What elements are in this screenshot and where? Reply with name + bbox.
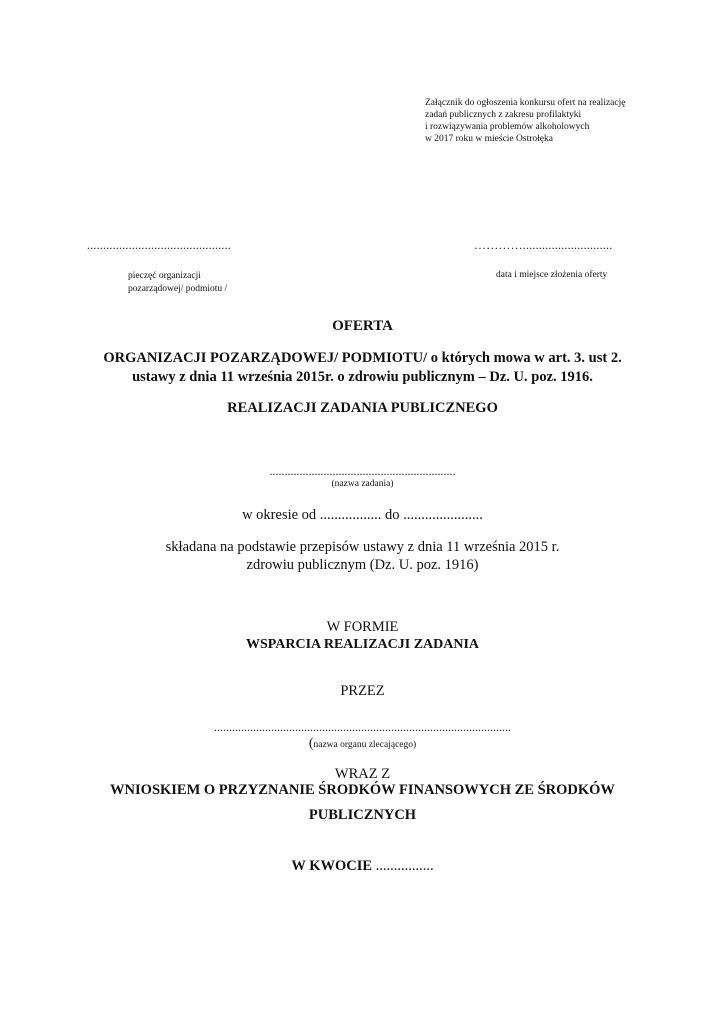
annex-line: i rozwiązywania problemów alkoholowych xyxy=(425,122,590,132)
organization-heading-line: ORGANIZACJI POZARZĄDOWEJ/ PODMIOTU/ o których mowa w art. 3. ust 2. xyxy=(103,350,622,366)
annex-line: w 2017 roku w mieście Ostrołęka xyxy=(425,134,553,144)
stamp-label-line: pozarządowej/ podmiotu / xyxy=(128,284,228,294)
annex-line: zadań publicznych z zakresu profilaktyki xyxy=(425,110,582,120)
organ-name-field: ................................................................................................... xyxy=(214,720,511,734)
task-name-label: (nazwa zadania) xyxy=(331,479,394,489)
form-label: W FORMIE xyxy=(326,619,399,635)
stamp-field: ............................................. xyxy=(87,238,231,252)
annex-line: Załącznik do ogłoszenia konkursu ofert na realizację xyxy=(425,98,626,108)
amount-field: ................ xyxy=(375,858,434,874)
organization-heading xyxy=(0,349,725,387)
organ-name-label xyxy=(0,736,725,752)
annex-note xyxy=(425,97,625,145)
amount-line xyxy=(0,858,725,875)
date-place-field: …………............................ xyxy=(474,238,613,252)
organ-label-paren: ( xyxy=(308,736,314,751)
task-name-field: .............................................................. xyxy=(269,464,456,478)
date-place-label: data i miejsce złożenia oferty xyxy=(496,270,608,280)
by-label: PRZEZ xyxy=(340,683,385,699)
realization-heading: REALIZACJI ZADANIA PUBLICZNEGO xyxy=(227,400,498,416)
period-line: w okresie od ................. do ...................... xyxy=(242,507,483,523)
request-heading-cont: PUBLICZNYCH xyxy=(308,807,417,823)
legal-basis xyxy=(0,538,725,574)
stamp-label xyxy=(128,270,227,296)
legal-basis-line: zdrowiu publicznym (Dz. U. poz. 1916) xyxy=(246,557,479,573)
organization-heading-line: ustawy z dnia 11 września 2015r. o zdrowiu publicznym – Dz. U. poz. 1916. xyxy=(132,369,593,385)
legal-basis-line: składana na podstawie przepisów ustawy z dnia 11 września 2015 r. xyxy=(165,539,560,555)
amount-label: W KWOCIE xyxy=(291,858,373,874)
document-title: OFERTA xyxy=(332,318,393,334)
organ-label-text: nazwa organu zlecającego) xyxy=(313,740,417,750)
request-heading: WNIOSKIEM O PRZYZNANIE ŚRODKÓW FINANSOWYCH ZE ŚRODKÓW xyxy=(110,782,615,798)
request-intro: WRAZ Z xyxy=(334,766,391,782)
stamp-label-line: pieczęć organizacji xyxy=(128,271,201,281)
form-type: WSPARCIA REALIZACJI ZADANIA xyxy=(245,637,480,652)
